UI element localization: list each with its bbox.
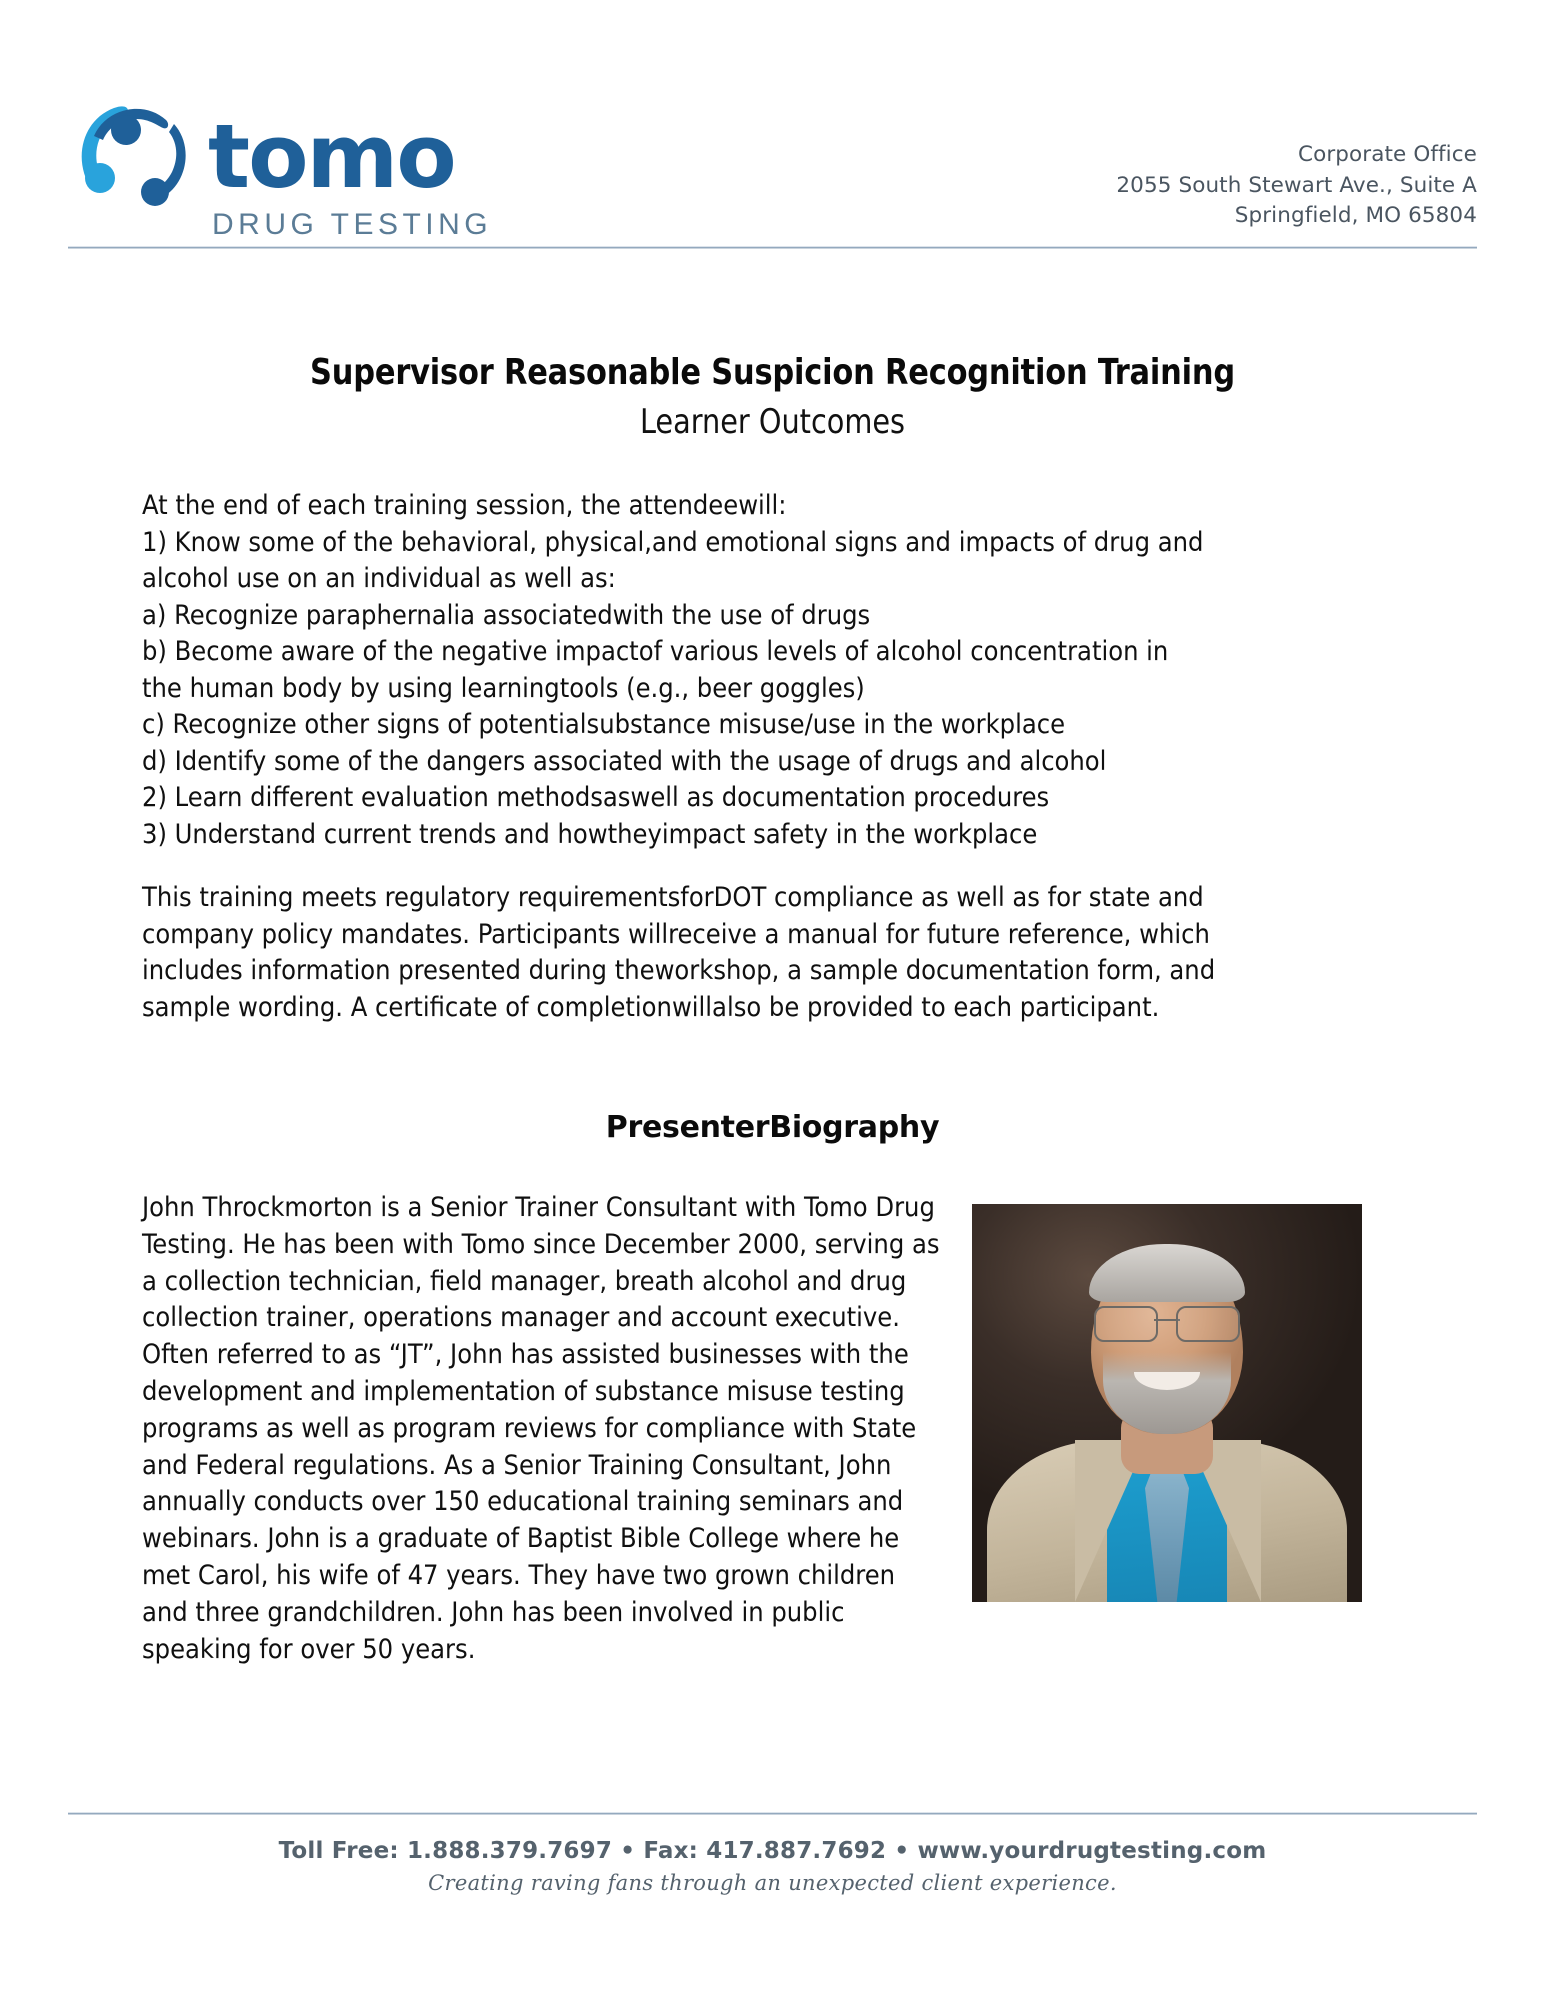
document-header [0, 88, 1545, 241]
outcome-item-1b: b) Become aware of the negative impactof various levels of alcohol concentration in [142, 636, 1169, 667]
footer-contact-line: Toll Free: 1.888.379.7697 • Fax: 417.887.7692 • www.yourdrugtesting.com [278, 1838, 1267, 1864]
outcome-item-1a: a) Recognize paraphernalia associatedwith the use of drugs [142, 599, 871, 631]
company-logo [70, 94, 492, 242]
three-people-circle-icon [70, 94, 198, 214]
document-footer [0, 1838, 1545, 1895]
logo-row [70, 94, 455, 214]
compliance-paragraph: This training meets regulatory requirementsforDOT compliance as well as for state and company policy mandates. Participants willreceive a manual for future reference, which includes information presented during theworkshop, a sample documentation form, and sample wording. A certificate of completionwillalso be provided to each participant. [142, 882, 1216, 1023]
outcome-item-1: 1) Know some of the behavioral, physical,and emotional signs and impacts of drug and [142, 526, 1204, 558]
presenter-biography-block [142, 1190, 1362, 1668]
page-title: Supervisor Reasonable Suspicion Recognition Training [310, 352, 1235, 393]
presenter-biography-heading: PresenterBiography [605, 1110, 940, 1145]
address-line-office: Corporate Office [1298, 142, 1477, 167]
outcome-item-1-continued: alcohol use on an individual as well as: [142, 563, 616, 594]
logo-tagline: DRUG TESTING [212, 208, 493, 241]
footer-divider [68, 1812, 1477, 1815]
headshot-glasses [1092, 1306, 1242, 1340]
address-line-city: Springfield, MO 65804 [1234, 203, 1477, 229]
glasses-lens-left [1094, 1306, 1158, 1342]
outcomes-lead: At the end of each training session, the attendeewill: [142, 490, 787, 521]
page-subtitle: Learner Outcomes [639, 402, 906, 442]
glasses-lens-right [1176, 1306, 1240, 1342]
corporate-address [1116, 140, 1477, 232]
footer-tagline: Creating raving fans through an unexpected client experience. [428, 1871, 1117, 1895]
outcome-item-1b-continued: the human body by using learningtools (e.g., beer goggles) [142, 672, 865, 704]
address-line-street: 2055 South Stewart Ave., Suite A [1116, 172, 1477, 198]
outcome-item-1c: c) Recognize other signs of potentialsubstance misuse/use in the workplace [142, 709, 1066, 740]
header-divider [68, 246, 1477, 249]
presenter-bio-text: John Throckmorton is a Senior Trainer Consultant with Tomo Drug Testing. He has been with Tomo since December 2000, serving as a collection technician, field manager, breath alcohol and drug collection trainer, operations manager and account executive. Often referred to as “JT”, John has assisted businesses with the development and implementation of substance misuse testing programs as well as program reviews for compliance with State and Federal regulations. As a Senior Training Consultant, John annually conducts over 150 educational training seminars and webinars. John is a graduate of Baptist Bible College where he met Carol, his wife of 47 years. They have two grown children and three grandchildren. John has been involved in public speaking for over 50 years. [142, 1192, 940, 1665]
learner-outcomes-list [142, 488, 1407, 853]
outcome-item-1d: d) Identify some of the dangers associated with the usage of drugs and alcohol [142, 745, 1107, 777]
outcome-item-2: 2) Learn different evaluation methodsaswell as documentation procedures [142, 782, 1050, 813]
presenter-headshot [972, 1204, 1362, 1602]
outcome-item-3: 3) Understand current trends and howtheyimpact safety in the workplace [142, 818, 1038, 850]
logo-wordmark: tomo [208, 105, 455, 209]
